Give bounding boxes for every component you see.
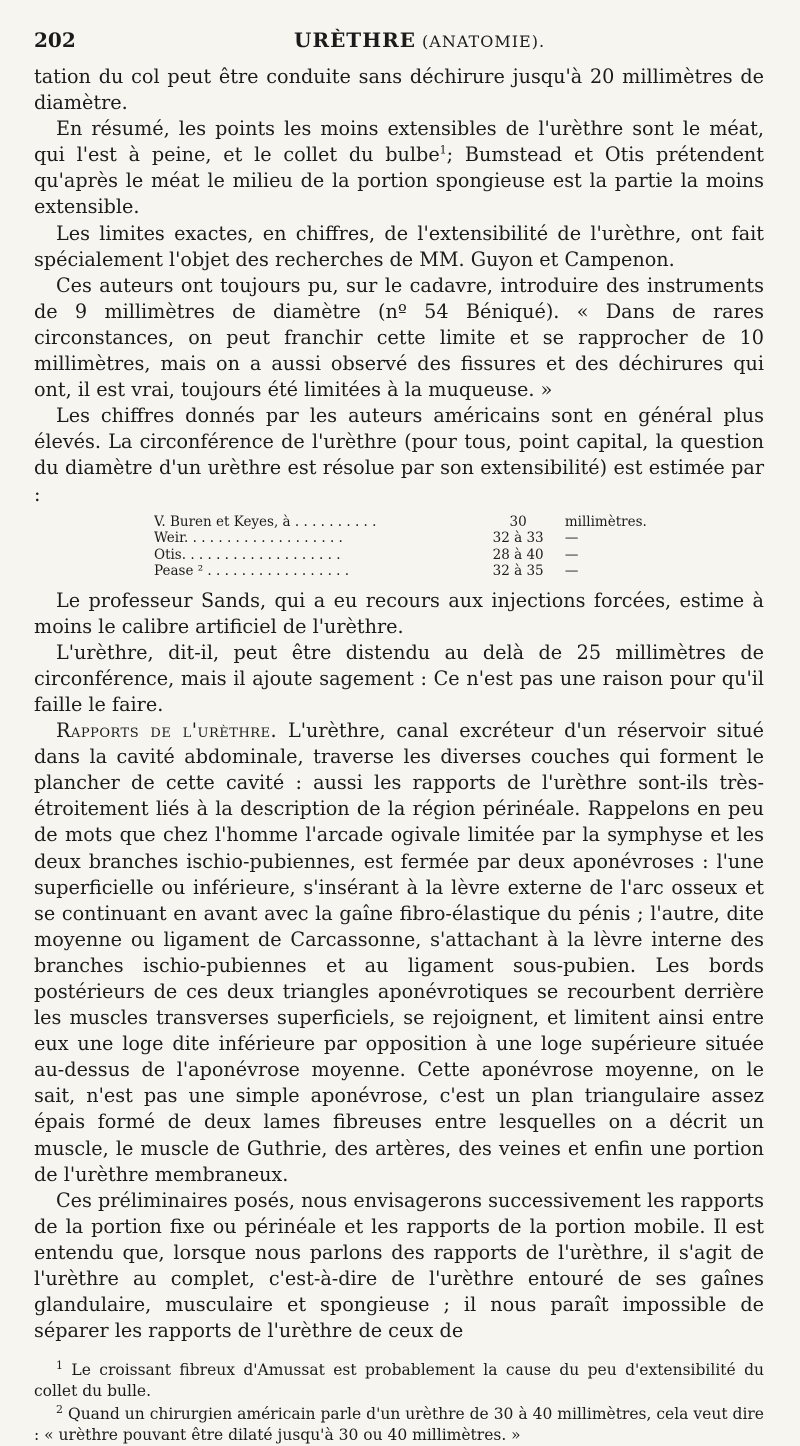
footnote-text: Quand un chirurgien américain parle d'un urèthre de 30 à 40 millimètres, cela veut dire : « urèthre pouvant être dilaté jusqu'à 30 ou 40 millimètres. » [34,1405,764,1445]
paragraph [34,718,764,1188]
table-unit: — [564,546,579,563]
table-author: Otis. . . . . . . . . . . . . . . . . . . [154,546,341,563]
paragraph [34,116,764,220]
footnote-mark: 1 [56,1359,63,1373]
footnote-mark: 2 [56,1403,63,1417]
paragraph: Ces préliminaires posés, nous envisagerons successivement les rapports de la portion fixe ou périnéale et les rapports de la portion mobile. Il est entendu que, lorsque nous parlons des rapports de l'urèthre, il s'agit de l'urèthre au complet, c'est-à-dire de l'urèthre entouré de ses gaînes glandulaire, musculaire et spongieuse ; il nous paraît impossible de séparer les rapports de l'urèthre de ceux de [34,1188,764,1343]
paragraph-text: L'urèthre, canal excréteur d'un réservoir situé dans la cavité abdominale, traverse les diverses couches qui forment le plancher de cette cavité : aussi les rapports de l'urèthre sont-ils très-étroitement liés à la description de la région périnéale. Rappelons en peu de mots que chez l'homme l'arcade ogivale limitée par la symphyse et les deux branches ischio-pubiennes, est fermée par deux aponévroses : l'une superficielle ou inférieure, s'insérant à la lèvre externe de l'arc osseux et se continuant en avant avec la gaîne fibro-élastique du pénis ; l'autre, dite moyenne ou ligament de Carcassonne, s'attachant à la lèvre interne des branches ischio-pubiennes et au ligament sous-pubien. Les bords postérieurs de ces deux triangles aponévrotiques se recourbent derrière les muscles transverses superficiels, se rejoignent, et limitent ainsi entre eux une loge dite inférieure par opposition à une loge supérieure située au-dessus de l'aponévrose moyenne. Cette aponévrose moyenne, on le sait, n'est pas une simple aponévrose, c'est un plan triangulaire assez épais formé de deux lames fibreuses entre lesquelles on a décrit un muscle, le muscle de Guthrie, des artères, des veines et enfin une portion de l'urèthre membraneux. [34,719,765,1186]
table-unit: — [564,563,579,580]
table-row [154,547,674,564]
table-author: Pease ² . . . . . . . . . . . . . . . . . [154,563,350,580]
paragraph: Le professeur Sands, qui a eu recours aux injections forcées, estime à moins le calibre artificiel de l'urèthre. [34,588,764,638]
table-unit: — [564,530,579,547]
paragraph: Les chiffres donnés par les auteurs américains sont en général plus élevés. La circonférence de l'urèthre (pour tous, point capital, la question du diamètre d'un urèthre est résolue par son extensibilité) est estimée par : [34,404,764,506]
running-header [34,28,764,64]
paragraph-text: ; Bumstead et Otis prétendent qu'après le méat le milieu de la portion spongieuse est la partie la moins extensible. [34,143,764,219]
table-row [154,530,674,547]
running-title: URÈTHRE [294,28,416,52]
table-unit: millimètres. [564,513,647,530]
body-text [34,64,764,1344]
page-number: 202 [34,28,76,52]
footnotes [34,1360,764,1446]
paragraph-text: En résumé, les points les moins extensibles de l'urèthre sont le méat, qui l'est à peine, et le collet du bulbe [34,117,764,167]
table-value: 32 à 33 [492,530,544,547]
table-author: Weir. . . . . . . . . . . . . . . . . . . [154,530,343,547]
table-value: 32 à 35 [492,563,544,580]
running-subtitle [416,32,545,51]
table-value: 28 à 40 [492,546,544,563]
section-heading: Rapports de l'urèthre. [56,719,278,743]
paragraph: Les limites exactes, en chiffres, de l'extensibilité de l'urèthre, ont fait spécialement l'objet des recherches de MM. Guyon et Campenon. [34,221,764,271]
measurements-table [154,514,674,580]
running-subtitle-text: (ANATOMIE). [422,32,546,51]
paragraph: L'urèthre, dit-il, peut être distendu au delà de 25 millimètres de circonférence, mais il ajoute sagement : Ce n'est pas une raison pour qu'il faille le faire. [34,640,764,716]
table-value: 30 [509,513,527,530]
paragraph: Ces auteurs ont toujours pu, sur le cadavre, introduire des instruments de 9 millimètres de diamètre (nº 54 Béniqué). « Dans de rares circonstances, on peut franchir cette limite et se rapprocher de 10 millimètres, mais on a aussi observé des fissures et des déchirures qui ont, il est vrai, toujours été limitées à la muqueuse. » [34,273,764,402]
table-author: V. Buren et Keyes, à . . . . . . . . . . [154,513,377,530]
table-row [154,514,674,531]
footnote [34,1360,764,1402]
table-row [154,563,674,580]
footnote [34,1404,764,1446]
footnote-text: Le croissant fibreux d'Amussat est probablement la cause du peu d'extensibilité du collet du bulle. [34,1361,764,1401]
footnote-ref: 1 [439,143,447,157]
paragraph: tation du col peut être conduite sans déchirure jusqu'à 20 millimètres de diamètre. [34,65,764,115]
